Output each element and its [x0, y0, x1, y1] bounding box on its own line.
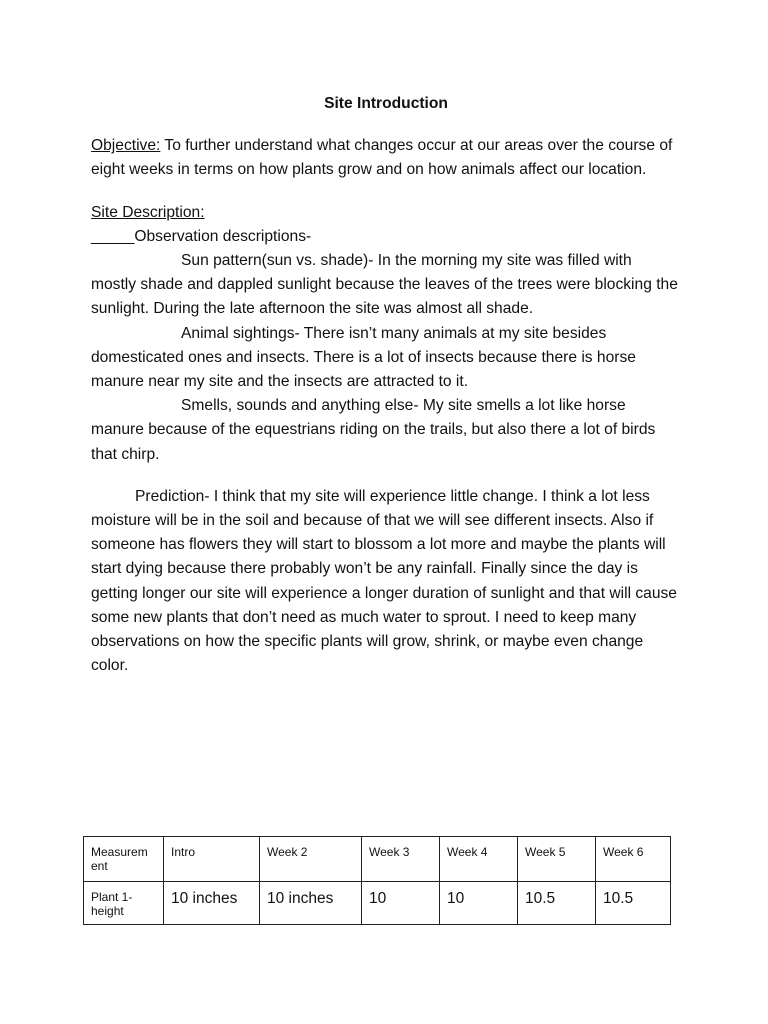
table-header-cell: Week 6 [596, 837, 671, 882]
document-page [91, 92, 681, 678]
objective-paragraph [91, 134, 681, 182]
table-cell: Plant 1- height [84, 882, 164, 925]
measurement-table [83, 836, 671, 925]
observation-heading-text: Observation descriptions- [134, 227, 312, 245]
site-description-heading [91, 201, 681, 225]
table-cell: 10 inches [260, 882, 362, 925]
table-cell: 10.5 [596, 882, 671, 925]
table-cell: 10 [362, 882, 440, 925]
sun-pattern-paragraph: Sun pattern(sun vs. shade)- In the morning my site was filled with mostly shade and dappled sunlight because the leaves of the trees were blocking the sunlight. During the late afternoon the site was almost all shade. [91, 252, 678, 318]
site-description-label: Site Description: [91, 203, 205, 221]
objective-text: To further understand what changes occur at our areas over the course of eight weeks in terms on how plants grow and on how animals affect our location. [91, 137, 673, 179]
table-cell: 10 [440, 882, 518, 925]
table-row [84, 882, 671, 925]
table-header-cell: Measurem ent [84, 837, 164, 882]
table-header-cell: Week 3 [362, 837, 440, 882]
page-title: Site Introduction [324, 95, 448, 112]
prediction-paragraph: Prediction- I think that my site will experience little change. I think a lot less moisture will be in the soil and because of that we will see different insects. Also if someone has flowers they will start to blossom a lot more and maybe the plants will start dying because there probably won’t be any rainfall. Finally since the day is getting longer our site will experience a longer duration of sunlight and that will cause some new plants that don’t need as much water to sprout. I need to keep many observations on how the specific plants will grow, shrink, or maybe even change color. [91, 487, 677, 675]
table-header-cell: Week 4 [440, 837, 518, 882]
table-header-cell: Intro [164, 837, 260, 882]
table-cell: 10 inches [164, 882, 260, 925]
smells-sounds-paragraph: Smells, sounds and anything else- My site smells a lot like horse manure because of the equestrians riding on the trails, but also there a lot of birds that chirp. [91, 397, 656, 463]
observation-heading [91, 225, 681, 249]
table-header-cell: Week 5 [518, 837, 596, 882]
table-cell: 10.5 [518, 882, 596, 925]
animal-sightings-paragraph: Animal sightings- There isn’t many animals at my site besides domesticated ones and insects. There is a lot of insects because there is horse manure near my site and the insects are attracted to it. [91, 324, 636, 391]
table-header-row [84, 837, 671, 882]
objective-label: Objective: [91, 137, 161, 155]
table-header-cell: Week 2 [260, 837, 362, 882]
observation-blank: _____ [91, 227, 135, 245]
